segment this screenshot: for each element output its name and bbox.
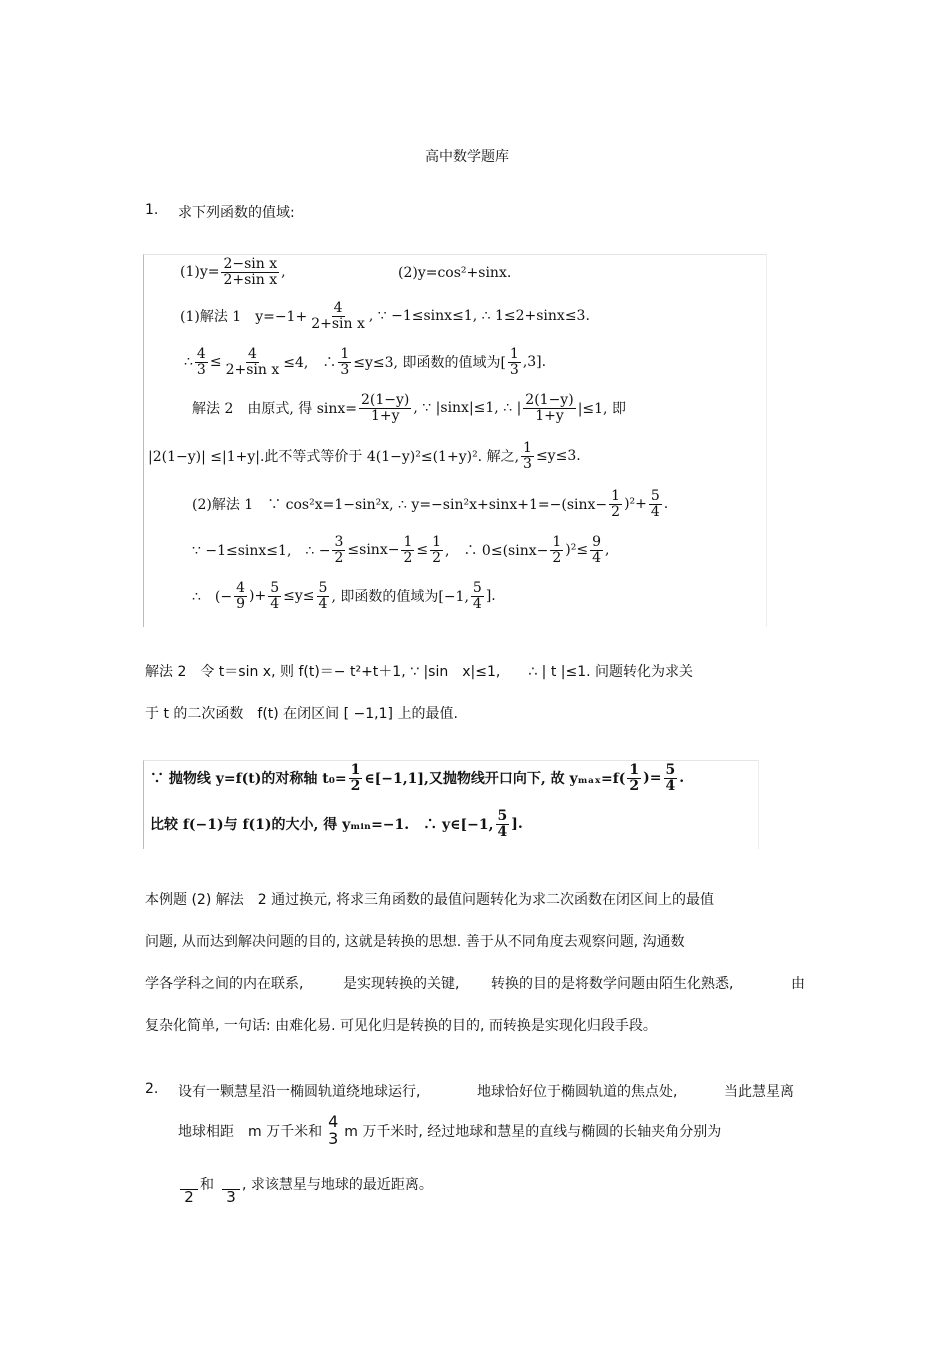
box1-r8-frac1: $\frac{4}{9}$ [236, 580, 246, 612]
box1-r3-le: ≤ [209, 354, 222, 371]
box2-r2-b: ]. [511, 816, 523, 833]
q2-number: 2. [145, 1081, 159, 1097]
box1-r6-frac1: $\frac{1}{2}$ [611, 488, 621, 520]
box1-row-5 [148, 441, 581, 471]
box1-r3-d: ,3]. [522, 354, 547, 371]
q1-comment-line4: 复杂化简单, 一句话: 由难化易. 可见化归是转换的目的, 而转换是实现化归段手段。 [145, 1018, 657, 1034]
q2-line2 [178, 1114, 721, 1148]
box2-r1-frac3: $\frac{5}{4}$ [665, 762, 676, 794]
box1-r1-frac: $\frac{\text{2−sin x}}{\text{2+sin x}}$ [223, 256, 278, 288]
box2-r1-frac2: $\frac{1}{2}$ [629, 762, 640, 794]
box1-row-4 [192, 393, 626, 423]
q1-comment-line3c: 转换的目的是将数学问题由陌生化熟悉, [491, 976, 734, 992]
q1-comment-line3d: 由 [791, 976, 805, 992]
q2-line3-frac1: 2 [180, 1181, 198, 1206]
box1-r8-frac2: $\frac{5}{4}$ [270, 580, 280, 612]
box1-row-1 [180, 257, 286, 287]
box1-r5-b: ≤y≤3. [535, 448, 581, 465]
box1-r3-frac2: $\frac{4}{\text{2+sin x}}$ [225, 346, 280, 378]
box1-r7-c: ≤ [416, 542, 429, 559]
box1-r7-d: , ∴ 0≤(sinx− [445, 543, 549, 560]
box1-r3-frac4: $\frac{1}{3}$ [509, 346, 519, 378]
box1-r6-c: . [663, 496, 669, 513]
box1-r7-b: ≤sinx− [347, 542, 400, 559]
box2-r2-frac: $\frac{5}{4}$ [497, 808, 508, 840]
q2-line3-mid: 和 [200, 1177, 214, 1193]
box1-r3-frac1: $\frac{4}{3}$ [196, 346, 206, 378]
q1-comment-line3a: 学各学科之间的内在联系, [145, 976, 304, 992]
box2-r1-a: ∵ 抛物线 y=f(t)的对称轴 t₀= [150, 771, 347, 788]
box1-r2-b: , ∵ −1≤sinx≤1, ∴ 1≤2+sinx≤3. [368, 308, 590, 325]
box1-r8-c: ≤y≤ [283, 588, 315, 605]
box1-r4-frac2: $\frac{2(1-y)}{1+y}$ [525, 392, 574, 424]
box1-r8-d: , 即函数的值域为[−1, [331, 589, 469, 606]
box1-r3-c: ≤y≤3, 即函数的值域为[ [353, 355, 506, 372]
box1-r4-c: |≤1, 即 [577, 401, 626, 418]
box1-r8-b: )+ [249, 588, 267, 605]
box1-row-2 [180, 301, 590, 331]
box1-r3-b: ≤4, ∴ [283, 355, 337, 372]
box1-r2-frac: $\frac{4}{\text{2+sin x}}$ [311, 300, 365, 332]
box1-row-7 [192, 535, 609, 565]
box1-r7-frac2: $\frac{1}{2}$ [403, 534, 413, 566]
box1-r7-a: ∵ −1≤sinx≤1, ∴ − [192, 543, 331, 560]
box1-r8-a: ∴ (− [192, 589, 233, 606]
box1-r6-frac2: $\frac{5}{4}$ [650, 488, 660, 520]
box1-r5-frac: $\frac{1}{3}$ [523, 440, 532, 472]
q2-line3-frac2: 3 [222, 1181, 240, 1206]
q1-number: 1. [145, 202, 159, 218]
q1-prompt: 求下列函数的值域: [178, 205, 295, 221]
box2-row-1 [150, 763, 684, 793]
box1-r1-b: (2)y=cos²+sinx. [398, 265, 512, 281]
box1-r1-tail: , [281, 264, 286, 281]
box1-r8-frac3: $\frac{5}{4}$ [318, 580, 328, 612]
q2-line2a: 地球相距 m 万千米和 [178, 1123, 323, 1140]
box1-r7-frac4: $\frac{1}{2}$ [552, 534, 562, 566]
q2-line2-frac: 4 3 [328, 1112, 339, 1148]
box1-r7-frac1: $\frac{3}{2}$ [334, 534, 344, 566]
box1-r8-frac4: $\frac{5}{4}$ [472, 580, 482, 612]
q1-method2-line1: 解法 2 令 t＝sin x, 则 f(t)＝− t²+t＋1, ∵ |sin x|≤1, ∴ | t |≤1. 问题转化为求关 [145, 664, 694, 680]
box1-r5-a: |2(1−y)| ≤|1+y|.此不等式等价于 4(1−y)²≤(1+y)². 解之, [148, 449, 520, 466]
box1-r3-a: ∴ [184, 354, 193, 371]
q2-line3 [178, 1174, 433, 1212]
box1-r7-frac5: $\frac{9}{4}$ [592, 534, 601, 566]
box1-r1-a: (1)y= [180, 264, 220, 281]
solution-box-1 [143, 254, 767, 627]
q2-line1a: 设有一颗慧星沿一椭圆轨道绕地球运行, [178, 1084, 421, 1100]
box2-r2-a: 比较 f(−1)与 f(1)的大小, 得 yₘᵢₙ=−1. ∴ y∈[−1, [150, 817, 494, 834]
box2-r1-c: )= [643, 770, 662, 787]
box1-row-8 [192, 581, 496, 611]
q2-line3b: , 求该慧星与地球的最近距离。 [242, 1177, 433, 1193]
box1-r7-f: , [605, 542, 610, 559]
box1-row-1b [398, 265, 511, 281]
q2-line2b: m 万千米时, 经过地球和慧星的直线与椭圆的长轴夹角分别为 [344, 1123, 722, 1140]
box1-r7-frac3: $\frac{1}{2}$ [432, 534, 442, 566]
box2-r1-b: ∈[−1,1],又抛物线开口向下, 故 yₘₐₓ=f( [364, 771, 626, 788]
box1-r6-b: )²+ [624, 496, 647, 513]
box1-r3-frac3: $\frac{1}{3}$ [340, 346, 350, 378]
box1-row-6 [192, 489, 668, 519]
box1-r4-a: 解法 2 由原式, 得 sinx= [192, 401, 358, 418]
box1-r6-a: (2)解法 1 ∵ cos²x=1−sin²x, ∴ y=−sin²x+sinx+1=−(sinx− [192, 497, 608, 514]
box2-r1-d: . [679, 770, 685, 787]
box1-r2-a: (1)解法 1 y=−1+ [180, 309, 308, 326]
box1-r4-frac1: $\frac{2(1-y)}{1+y}$ [361, 392, 410, 424]
q1-comment-line2: 问题, 从而达到解决问题的目的, 这就是转换的思想. 善于从不同角度去观察问题, 沟通数 [145, 934, 685, 950]
box1-row-3 [184, 347, 546, 377]
q1-method2-line2: 于 t 的二次函数 f(t) 在闭区间 [ −1,1] 上的最值. [145, 706, 458, 722]
box2-r1-frac1: $\frac{1}{2}$ [350, 762, 361, 794]
solution-box-2 [143, 760, 759, 849]
box1-r7-e: )²≤ [565, 542, 589, 559]
box1-r8-e: ]. [485, 588, 496, 605]
q2-line1b: 地球恰好位于椭圆轨道的焦点处, [477, 1084, 678, 1100]
q2-line1c: 当此慧星离 [724, 1084, 794, 1100]
q1-comment-line3b: 是实现转换的关键, [343, 976, 460, 992]
page-title: 高中数学题库 [425, 149, 509, 165]
box1-r4-b: , ∵ |sinx|≤1, ∴ | [413, 400, 522, 417]
box2-row-2 [150, 809, 523, 839]
q1-comment-line1: 本例题 (2) 解法 2 通过换元, 将求三角函数的最值问题转化为求二次函数在闭区间上的最值 [145, 892, 714, 908]
